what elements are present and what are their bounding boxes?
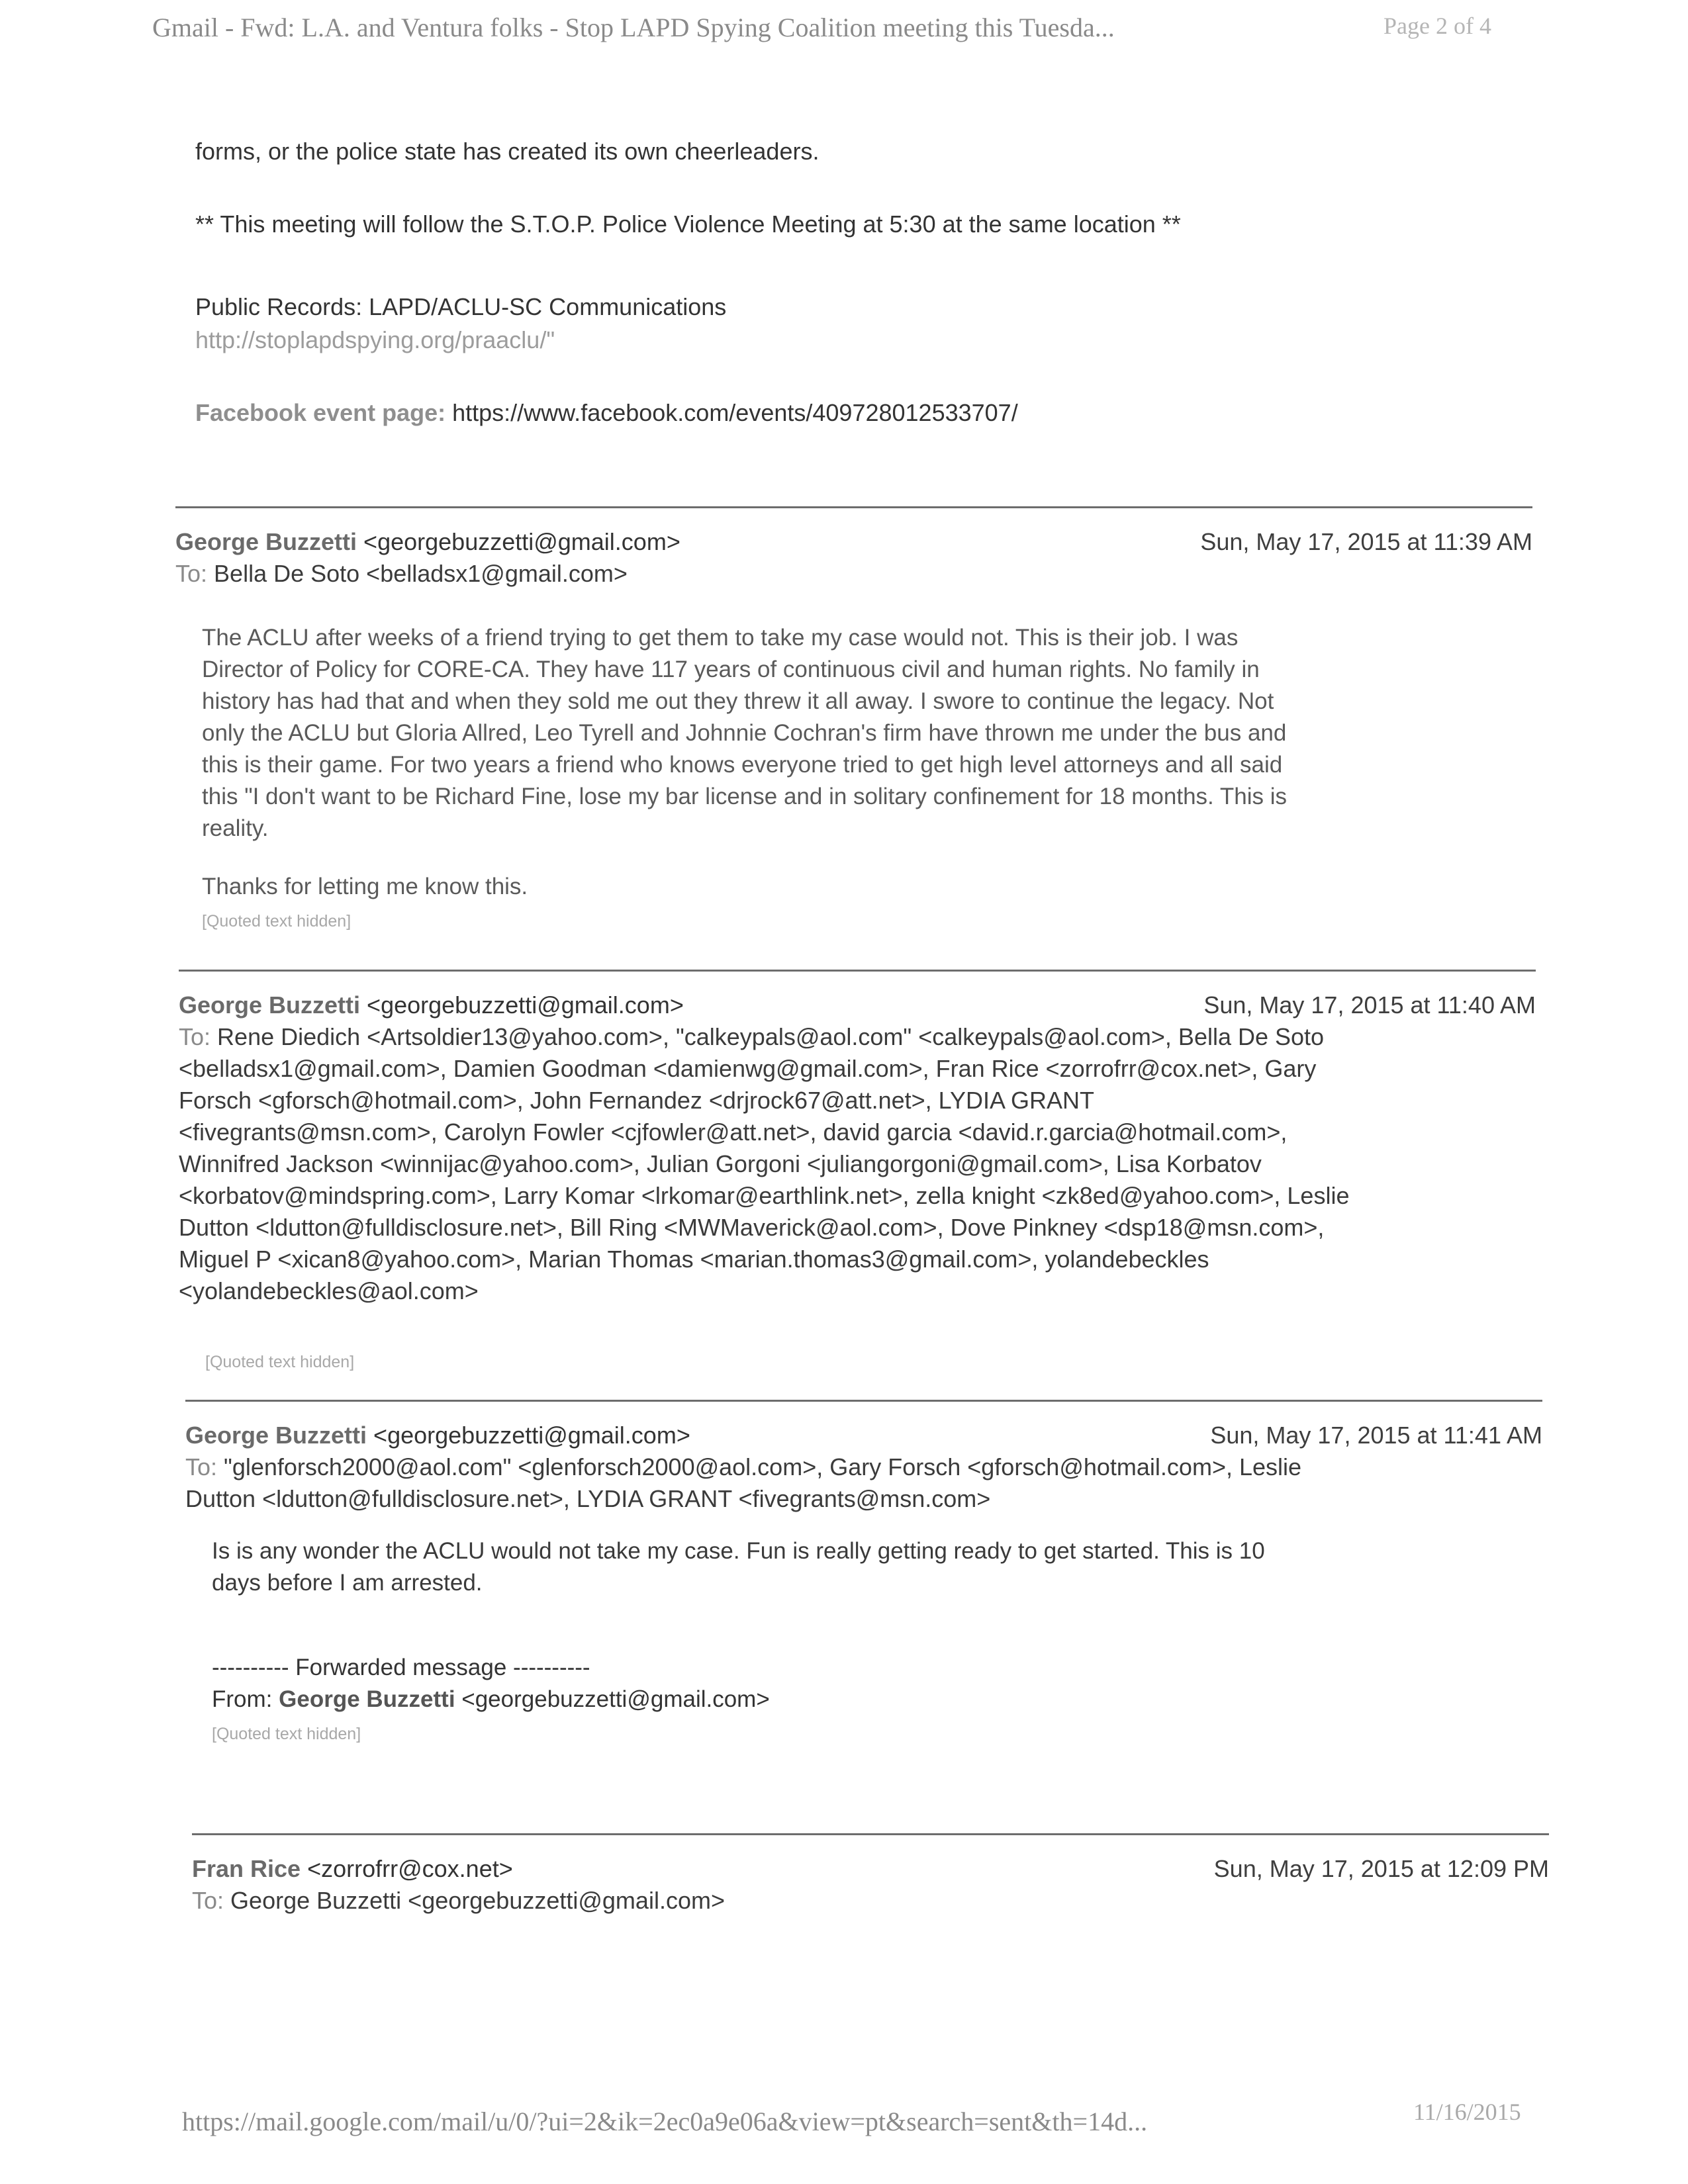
intro-line-2: ** This meeting will follow the S.T.O.P. Police Violence Meeting at 5:30 at the same location ** <box>195 210 1181 238</box>
message-body <box>205 1343 1503 1378</box>
recipients-line: Dutton <ldutton@fulldisclosure.net>, Bill Ring <MWMaverick@aol.com>, Dove Pinkney <dsp18@msn.com>, <box>179 1214 1325 1241</box>
message-body <box>212 1535 1509 1750</box>
recipients-line: Dutton <ldutton@fulldisclosure.net>, LYDIA GRANT <fivegrants@msn.com> <box>185 1485 991 1512</box>
recipients-line: Forsch <gforsch@hotmail.com>, John Fernandez <drjrock67@att.net>, LYDIA GRANT <box>179 1087 1095 1114</box>
recipients-block <box>185 1451 1542 1515</box>
sender-email: <georgebuzzetti@gmail.com> <box>363 528 680 555</box>
facebook-event-link[interactable]: https://www.facebook.com/events/409728012533707/ <box>452 399 1018 426</box>
recipients-line: Miguel P <xican8@yahoo.com>, Marian Thomas <marian.thomas3@gmail.com>, yolandebeckles <box>179 1246 1209 1273</box>
quoted-text-hidden[interactable]: [Quoted text hidden] <box>212 1725 361 1743</box>
recipients-block <box>179 1021 1536 1307</box>
closing-line: Thanks for letting me know this. <box>202 874 528 899</box>
message-divider <box>175 506 1532 508</box>
public-records-link[interactable]: http://stoplapdspying.org/praaclu/" <box>195 326 555 353</box>
document-title: Gmail - Fwd: L.A. and Ventura folks - Stop LAPD Spying Coalition meeting this Tuesda... <box>152 13 1115 42</box>
message-header <box>192 1853 1549 1917</box>
sender-email: <zorrofrr@cox.net> <box>307 1855 513 1882</box>
quoted-text-hidden[interactable]: [Quoted text hidden] <box>202 912 352 931</box>
public-records-label: Public Records: LAPD/ACLU-SC Communications <box>195 293 727 320</box>
message-header <box>185 1420 1542 1515</box>
recipients-line: Winnifred Jackson <winnijac@yahoo.com>, Julian Gorgoni <juliangorgoni@gmail.com>, Lisa Korbatov <box>179 1150 1262 1177</box>
sender-name: George Buzzetti <box>175 528 357 555</box>
message-date: Sun, May 17, 2015 at 11:39 AM <box>1200 528 1532 555</box>
from-label: From: <box>212 1686 273 1712</box>
body-line: Is is any wonder the ACLU would not take my case. Fun is really getting ready to get started. This is 10 <box>212 1538 1265 1564</box>
to-label: To: <box>192 1887 224 1914</box>
to-label: To: <box>185 1453 218 1480</box>
body-line: this "I don't want to be Richard Fine, lose my bar license and in solitary confinement for 18 months. This is <box>202 784 1287 809</box>
forward-from-line <box>212 1684 1509 1715</box>
body-line: this is their game. For two years a friend who knows everyone tried to get high level attorneys and all said <box>202 752 1283 778</box>
body-line: The ACLU after weeks of a friend trying to get them to take my case would not. This is their job. I was <box>202 625 1239 651</box>
recipients-line <box>175 558 1532 590</box>
message-body <box>202 622 1499 937</box>
print-date: 11/16/2015 <box>1413 2099 1521 2125</box>
message-header <box>179 989 1536 1307</box>
body-line: only the ACLU but Gloria Allred, Leo Tyrell and Johnnie Cochran's firm have thrown me under the bus and <box>202 720 1287 746</box>
message-date: Sun, May 17, 2015 at 12:09 PM <box>1213 1855 1549 1882</box>
facebook-event-label: Facebook event page: <box>195 399 446 426</box>
intro-line-1: forms, or the police state has created its own cheerleaders. <box>195 138 820 165</box>
sender-name: George Buzzetti <box>185 1422 367 1449</box>
recipients-line: <fivegrants@msn.com>, Carolyn Fowler <cjfowler@att.net>, david garcia <david.r.garcia@hotmail.com>, <box>179 1118 1288 1146</box>
message-header <box>175 526 1532 590</box>
message-divider <box>192 1833 1549 1835</box>
recipients-line: <belladsx1@gmail.com>, Damien Goodman <damienwg@gmail.com>, Fran Rice <zorrofrr@cox.net>, Gary <box>179 1055 1317 1082</box>
recipients-line: Rene Diedich <Artsoldier13@yahoo.com>, "calkeypals@aol.com" <calkeypals@aol.com>, Bella De Soto <box>217 1023 1325 1050</box>
to-label: To: <box>175 560 208 587</box>
body-line: reality. <box>202 815 269 841</box>
page-header <box>152 12 1542 43</box>
forwarded-message-label: ---------- Forwarded message ---------- <box>212 1655 590 1680</box>
recipients-line: "glenforsch2000@aol.com" <glenforsch2000@aol.com>, Gary Forsch <gforsch@hotmail.com>, Leslie <box>224 1453 1302 1480</box>
sender-name: Fran Rice <box>192 1855 301 1882</box>
recipients-line: <korbatov@mindspring.com>, Larry Komar <lrkomar@earthlink.net>, zella knight <zk8ed@yahoo.com>, Leslie <box>179 1182 1350 1209</box>
recipients: George Buzzetti <georgebuzzetti@gmail.com> <box>230 1887 725 1914</box>
page-url: https://mail.google.com/mail/u/0/?ui=2&ik=2ec0a9e06a&view=pt&search=sent&th=14d... <box>182 2107 1148 2136</box>
recipients-line: <yolandebeckles@aol.com> <box>179 1277 479 1304</box>
message-date: Sun, May 17, 2015 at 11:41 AM <box>1210 1422 1542 1449</box>
message-date: Sun, May 17, 2015 at 11:40 AM <box>1203 991 1536 1019</box>
forward-from-email: <georgebuzzetti@gmail.com> <box>461 1686 770 1712</box>
sender-email: <georgebuzzetti@gmail.com> <box>373 1422 690 1449</box>
to-label: To: <box>179 1023 211 1050</box>
body-line: history has had that and when they sold me out they threw it all away. I swore to continue the legacy. Not <box>202 688 1274 714</box>
message-divider <box>179 970 1536 972</box>
body-line: days before I am arrested. <box>212 1570 483 1596</box>
recipients-line <box>192 1885 1549 1917</box>
quoted-text-hidden[interactable]: [Quoted text hidden] <box>205 1353 355 1371</box>
page-footer <box>182 2099 1572 2137</box>
page-number: Page 2 of 4 <box>1383 13 1491 39</box>
recipients: Bella De Soto <belladsx1@gmail.com> <box>214 560 628 587</box>
sender-email: <georgebuzzetti@gmail.com> <box>367 991 684 1019</box>
forward-from-name: George Buzzetti <box>279 1686 455 1712</box>
body-line: Director of Policy for CORE-CA. They have 117 years of continuous civil and human rights. No family in <box>202 657 1260 682</box>
facebook-event-line <box>195 397 1018 429</box>
message-divider <box>185 1400 1542 1402</box>
sender-name: George Buzzetti <box>179 991 361 1019</box>
